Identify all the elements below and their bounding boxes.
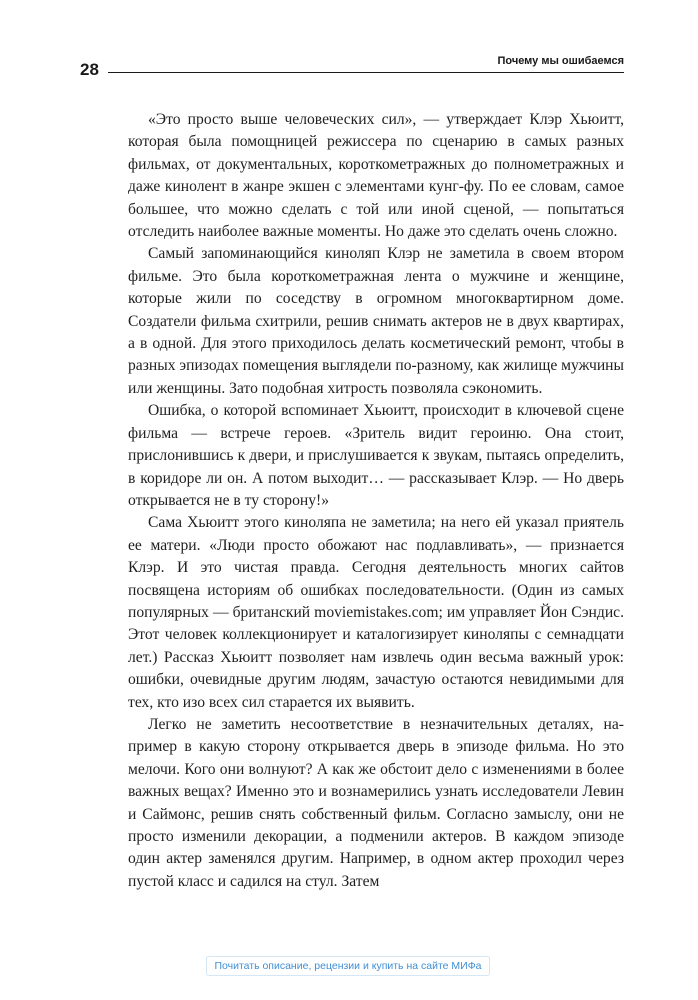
paragraph: Легко не заметить несоответствие в незначительных деталях, например в какую сторону открывается дверь в эпизоде фильма. Но это мелочи. Кого они волнуют? А как же обстоит дело с изменениями в более важных вещах? Именно это и вознамерились узнать исследователи Левин и Саймонс, решив снять собственный фильм. Согласно замыслу, они не просто изменили декорации, а подменили актеров. В каждом эпизоде один актер заменялся другим. Например, в одном актер проходил через пустой класс и садился на стул. Затем [128,715,624,890]
page-number: 28 [80,60,99,79]
body-text [128,109,624,893]
header-rule [108,72,624,73]
running-title: Почему мы ошибаемся [497,55,624,67]
paragraph: «Это просто выше человеческих сил», — утверждает Клэр Хьюитт, которая была помощницей режиссера по сценарию в самых разных фильмах, от документальных, короткометражных до полнометражных и даже кинолент в жанре экшен с элементами кунг-фу. По ее словам, самое большее, что можно сделать с той или иной сценой, — попытаться отследить наиболее важные моменты. Но даже это сделать очень сложно. [128,111,624,241]
paragraph: Самый запоминающийся киноляп Клэр не заметила в своем втором фильме. Это была короткометражная лента о мужчине и женщине, которые жили по соседству в огромном многоквартирном доме. Создатели фильма схитрили, решив снимать актеров не в двух квартирах, а в одной. Для этого приходилось делать косметический ремонт, чтобы в разных эпизодах помещения выглядели по-разному, как жилище мужчины или женщины. Зато подобная хитрость позволяла сэкономить. [128,245,624,397]
paragraph: Сама Хьюитт этого киноляпа не заметила; на него ей указал приятель ее матери. «Люди просто обожают нас подлавливать», — признается Клэр. И это чистая правда. Сегодня деятельность многих сайтов посвящена историям об ошибках последовательности. (Один из самых популярных — британский moviemistakes.com; им управляет Йон Сэндис. Этот человек коллекционирует и каталогизирует киноляпы с семнадцати лет.) Рассказ Хьюитт позволяет нам извлечь один весьма важный урок: ошибки, очевидные другим людям, зачастую остаются невидимыми для тех, кто изо всех сил старается их выявить. [128,514,624,711]
purchase-link[interactable]: Почитать описание, рецензии и купить на сайте МИФа [206,956,490,976]
paragraph: Ошибка, о которой вспоминает Хьюитт, происходит в ключевой сцене фильма — встрече героев. «Зритель видит героиню. Она стоит, прислонившись к двери, и прислушивается к звукам, пытаясь определить, в коридоре ли он. А потом выходит… — рассказывает Клэр. — Но дверь открывается не в ту сторону!» [128,402,624,509]
